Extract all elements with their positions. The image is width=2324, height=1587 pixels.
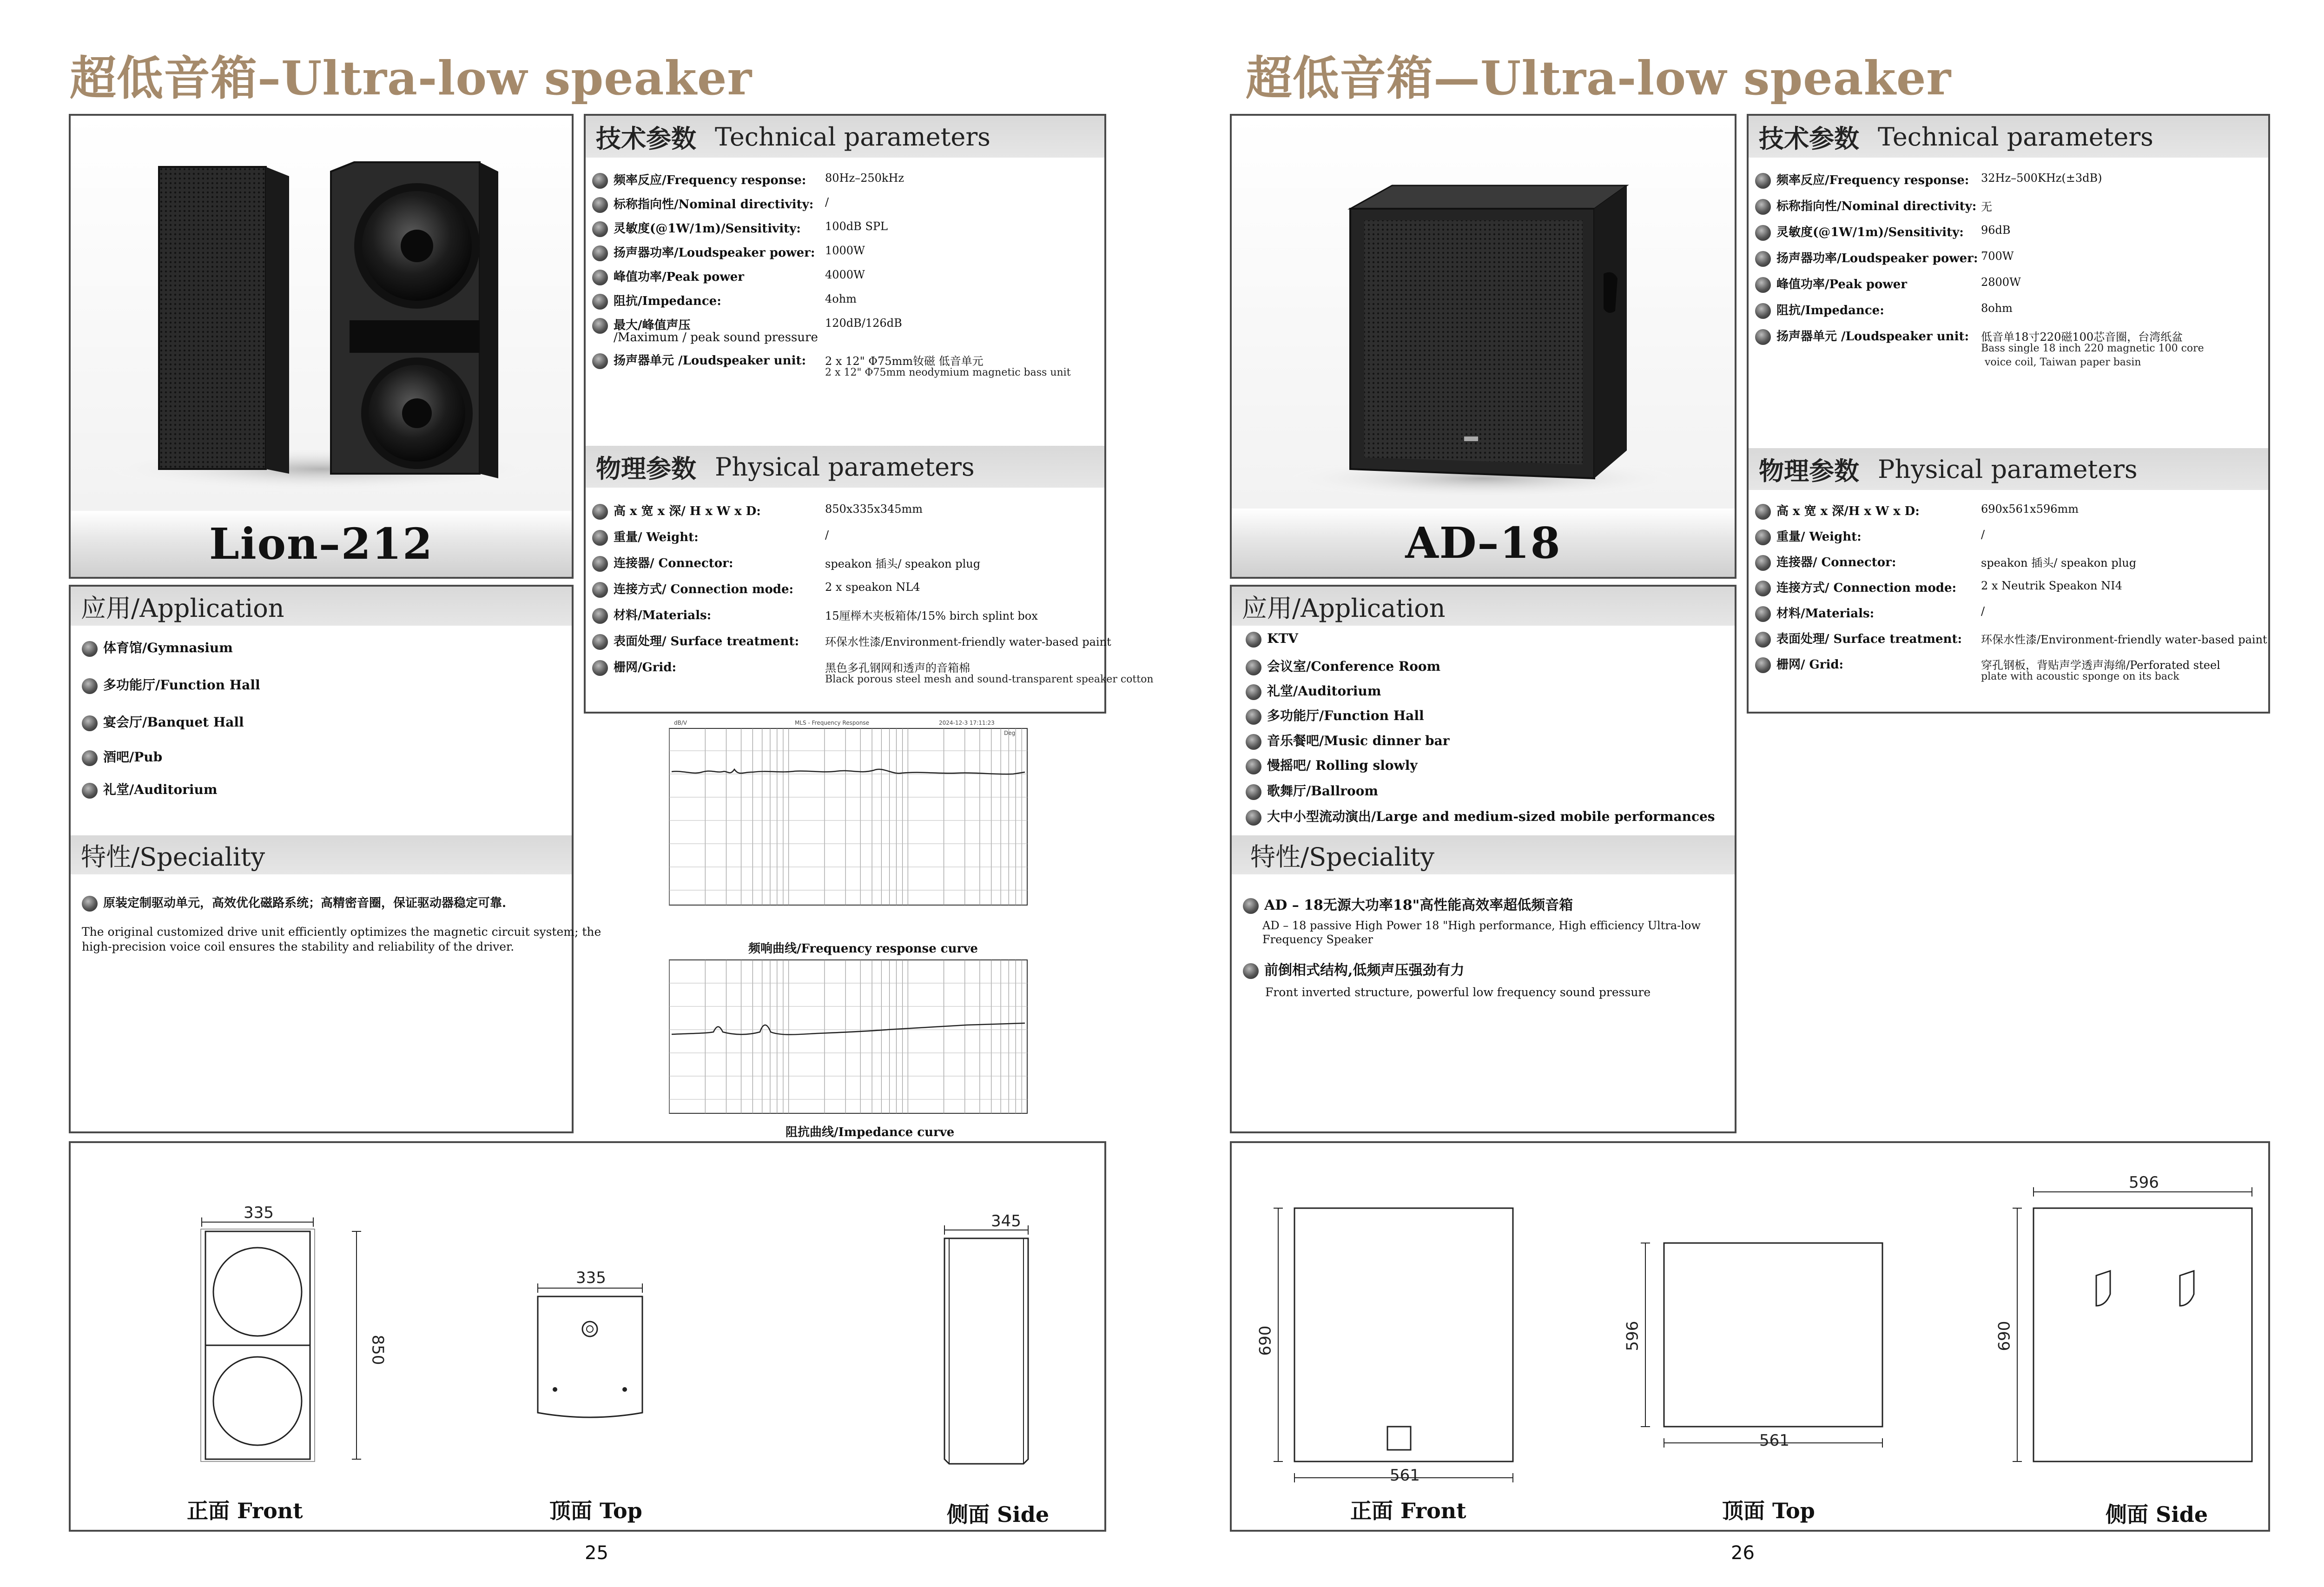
left-dimension-drawing xyxy=(71,1143,1104,1530)
bullet-icon xyxy=(1755,555,1771,571)
param-value: 无 xyxy=(1981,200,1992,213)
bullet-icon xyxy=(592,530,608,546)
param-row xyxy=(592,528,699,546)
param-row xyxy=(1755,171,1969,189)
param-value: / xyxy=(1981,605,1985,618)
bullet-icon xyxy=(82,896,98,912)
param-value-line3: voice coil, Taiwan paper basin xyxy=(1985,357,2141,368)
param-row xyxy=(592,195,813,213)
bullet-icon xyxy=(1246,684,1261,700)
right-top-depth-dim: 596 xyxy=(1623,1321,1642,1351)
freq-chart-top-mid: MLS - Frequency Response xyxy=(795,720,870,726)
param-value: speakon 插头/ speakon plug xyxy=(825,557,981,570)
param-row xyxy=(1755,655,1843,673)
bullet-icon xyxy=(592,173,608,189)
bullet-icon xyxy=(1246,784,1261,800)
right-params-panel xyxy=(1747,114,2270,714)
param-value: 100dB SPL xyxy=(825,220,888,233)
param-value: 4ohm xyxy=(825,292,857,305)
bullet-icon xyxy=(1755,173,1771,189)
bullet-icon xyxy=(82,715,98,731)
bullet-icon xyxy=(1755,303,1771,319)
bullet-icon xyxy=(82,641,98,657)
right-side-label: 侧面 Side xyxy=(2106,1502,2208,1527)
left-spec-en2: high-precision voice coil ensures the stability and reliability of the driver. xyxy=(82,940,515,953)
right-dimension-panel xyxy=(1230,1141,2270,1532)
freq-chart-top-left: dB/V xyxy=(674,720,687,726)
param-label-line2: /Maximum / peak sound pressure xyxy=(614,331,818,344)
param-row xyxy=(592,632,799,650)
right-app-item: 慢摇吧/ Rolling slowly xyxy=(1246,755,1418,774)
ad-18-photo xyxy=(1232,116,1735,509)
right-app-item: 歌舞厅/Ballroom xyxy=(1246,781,1378,800)
right-front-height-dim: 690 xyxy=(1256,1325,1275,1356)
bullet-icon xyxy=(1755,632,1771,648)
param-row xyxy=(592,171,806,189)
param-row xyxy=(592,243,815,261)
param-label: 阻抗/Impedance: xyxy=(1776,304,1884,317)
right-top-label: 顶面 Top xyxy=(1722,1498,1815,1523)
param-label: 高 x 宽 x 深/ H x W x D: xyxy=(614,504,761,518)
param-row xyxy=(592,658,676,676)
right-spec2-cn: 前倒相式结构,低频声压强劲有力 xyxy=(1243,959,1464,979)
right-top-width-dim: 561 xyxy=(1759,1431,1789,1450)
param-row xyxy=(1755,197,1976,215)
param-label: 栅网/ Grid: xyxy=(1776,658,1844,672)
right-page-number: 26 xyxy=(1731,1542,1755,1564)
param-row xyxy=(592,606,711,624)
param-label: 材料/Materials: xyxy=(1776,607,1875,621)
param-row xyxy=(592,502,761,520)
right-app-head: 应用/Application xyxy=(1232,587,1735,626)
left-side-depth-dim: 345 xyxy=(991,1212,1021,1230)
param-row xyxy=(1755,527,1862,545)
left-spec-head: 特性/Speciality xyxy=(71,835,572,874)
param-value: 80Hz–250kHz xyxy=(825,172,905,185)
param-label: 扬声器功率/Loudspeaker power: xyxy=(1776,251,1978,265)
param-label: 最大/峰值声压 xyxy=(614,318,691,332)
left-side-label: 侧面 Side xyxy=(947,1502,1050,1527)
bullet-icon xyxy=(592,197,608,213)
left-tech-head: 技术参数 Technical parameters xyxy=(586,116,1104,158)
left-app-item: 体育馆/Gymnasium xyxy=(82,638,233,657)
param-value: 2800W xyxy=(1981,276,2021,289)
param-value: 32Hz–500KHz(±3dB) xyxy=(1981,172,2102,185)
left-front-label: 正面 Front xyxy=(187,1498,303,1523)
left-app-item: 多功能厅/Function Hall xyxy=(82,675,260,694)
bullet-icon xyxy=(592,634,608,650)
param-label: 连接方式/ Connection mode: xyxy=(614,582,794,596)
freq-chart-top-right2: Deg xyxy=(1004,730,1016,736)
param-value: 低音单18寸220磁100芯音圈，台湾纸盆 xyxy=(1981,331,2183,344)
right-spec1-cn: AD – 18无源大功率18"高性能高效率超低频音箱 xyxy=(1243,893,1573,914)
param-row xyxy=(592,267,744,285)
right-app-panel xyxy=(1230,585,1736,1133)
param-value: / xyxy=(825,529,829,542)
param-row xyxy=(1755,553,1896,571)
param-label: 扬声器单元 /Loudspeaker unit: xyxy=(1776,330,1969,344)
left-dimension-panel xyxy=(69,1141,1106,1532)
param-value: 黑色多孔钢网和透声的音箱棉 xyxy=(825,661,970,674)
param-value: 2 x 12" Φ75mm钕磁 低音单元 xyxy=(825,355,984,368)
left-front-width-dim: 335 xyxy=(244,1203,274,1222)
param-value: 2 x Neutrik Speakon NI4 xyxy=(1981,579,2122,592)
right-app-item: 会议室/Conference Room xyxy=(1246,656,1440,675)
param-label: 标称指向性/Nominal directivity: xyxy=(1776,199,1977,213)
bullet-icon xyxy=(82,750,98,766)
param-label: 表面处理/ Surface treatment: xyxy=(1776,632,1962,646)
bullet-icon xyxy=(1243,898,1259,914)
bullet-icon xyxy=(1755,199,1771,215)
param-value: 15厘榉木夹板箱体/15% birch splint box xyxy=(825,609,1038,622)
param-value: 4000W xyxy=(825,268,865,281)
param-label: 扬声器单元 /Loudspeaker unit: xyxy=(614,354,806,368)
right-app-item: 多功能厅/Function Hall xyxy=(1246,706,1424,725)
param-row xyxy=(592,219,801,237)
bullet-icon xyxy=(1755,504,1771,520)
left-spec-en1: The original customized drive unit efficiently optimizes the magnetic circuit system; the xyxy=(82,925,601,939)
param-row xyxy=(1755,275,1907,293)
param-label: 表面处理/ Surface treatment: xyxy=(614,635,799,648)
param-label: 阻抗/Impedance: xyxy=(614,294,721,308)
right-app-item: KTV xyxy=(1246,631,1298,648)
bullet-icon xyxy=(1246,810,1261,826)
right-app-item: 音乐餐吧/Music dinner bar xyxy=(1246,731,1450,750)
param-value: 环保水性漆/Environment-friendly water-based paint xyxy=(825,635,1111,648)
bullet-icon xyxy=(82,783,98,799)
param-label: 频率反应/Frequency response: xyxy=(614,173,806,187)
param-row xyxy=(592,351,806,369)
right-app-item: 礼堂/Auditorium xyxy=(1246,681,1381,700)
left-params-panel xyxy=(584,114,1154,714)
right-spec-head: 特性/Speciality xyxy=(1232,835,1735,874)
param-value: 690x561x596mm xyxy=(1981,503,2079,516)
impedance-chart xyxy=(641,955,1060,1127)
bullet-icon xyxy=(1246,660,1261,675)
freq-curve-label: 频响曲线/Frequency response curve xyxy=(748,942,978,956)
right-spec1-en2: Frequency Speaker xyxy=(1262,933,1373,946)
bullet-icon xyxy=(1755,329,1771,345)
right-front-label: 正面 Front xyxy=(1350,1498,1466,1523)
param-label: 灵敏度(@1W/1m)/Sensitivity: xyxy=(614,222,801,236)
param-label: 连接方式/ Connection mode: xyxy=(1776,581,1957,595)
param-label: 栅网/Grid: xyxy=(614,661,677,674)
bullet-icon xyxy=(592,582,608,598)
left-model-name: Lion–212 xyxy=(71,511,572,577)
left-app-item: 礼堂/Auditorium xyxy=(82,780,218,799)
param-label: 标称指向性/Nominal directivity: xyxy=(614,198,814,212)
bullet-icon xyxy=(1755,606,1771,622)
bullet-icon xyxy=(592,556,608,572)
bullet-icon xyxy=(1755,657,1771,673)
param-value: 1000W xyxy=(825,244,865,257)
left-page-title: 超低音箱–Ultra-low speaker xyxy=(70,51,753,106)
param-row xyxy=(1755,249,1978,267)
param-row xyxy=(1755,223,1964,241)
right-spec1-en1: AD – 18 passive High Power 18 "High performance, High efficiency Ultra-low xyxy=(1262,919,1701,932)
right-model-name: AD–18 xyxy=(1232,509,1735,577)
left-app-item: 宴会厅/Banquet Hall xyxy=(82,712,244,731)
right-dimension-drawing xyxy=(1232,1143,2268,1530)
param-value: 850x335x345mm xyxy=(825,503,923,516)
bullet-icon xyxy=(1246,632,1261,648)
param-row xyxy=(1755,629,1962,648)
param-row xyxy=(1755,502,1920,520)
param-label: 材料/Materials: xyxy=(614,608,712,622)
param-value: 环保水性漆/Environment-friendly water-based paint xyxy=(1981,633,2267,646)
right-tech-head: 技术参数 Technical parameters xyxy=(1749,116,2268,158)
param-label: 重量/ Weight: xyxy=(1776,530,1862,544)
param-value-line2: plate with acoustic sponge on its back xyxy=(1981,671,2179,682)
bullet-icon xyxy=(592,353,608,369)
param-label: 频率反应/Frequency response: xyxy=(1776,173,1969,187)
param-value: 120dB/126dB xyxy=(825,317,902,330)
param-value: 穿孔钢板，背贴声学透声海绵/Perforated steel xyxy=(1981,659,2220,672)
param-value: / xyxy=(825,196,829,209)
lion-212-photo xyxy=(71,116,572,511)
param-label: 连接器/ Connector: xyxy=(614,556,733,570)
param-row xyxy=(1755,604,1874,622)
param-value-line2: Bass single 18 inch 220 magnetic 100 core xyxy=(1981,343,2204,354)
bullet-icon xyxy=(1755,251,1771,267)
bullet-icon xyxy=(592,608,608,624)
bullet-icon xyxy=(1243,963,1259,979)
param-label: 峰值功率/Peak power xyxy=(614,270,744,284)
param-label: 扬声器功率/Loudspeaker power: xyxy=(614,246,815,260)
bullet-icon xyxy=(592,221,608,237)
param-value: / xyxy=(1981,528,1985,541)
bullet-icon xyxy=(1755,529,1771,545)
bullet-icon xyxy=(1755,581,1771,596)
bullet-icon xyxy=(1246,734,1261,750)
bullet-icon xyxy=(592,245,608,261)
frequency-response-chart xyxy=(641,718,1060,918)
param-value: 700W xyxy=(1981,250,2014,263)
param-row xyxy=(592,554,733,572)
left-page-number: 25 xyxy=(585,1542,608,1564)
left-spec-cn: 原装定制驱动单元，高效优化磁路系统；高精密音圈，保证驱动器稳定可靠. xyxy=(82,893,506,912)
param-row xyxy=(1755,301,1884,319)
param-label: 峰值功率/Peak power xyxy=(1776,278,1907,291)
bullet-icon xyxy=(1246,759,1261,774)
bullet-icon xyxy=(592,270,608,285)
param-label: 灵敏度(@1W/1m)/Sensitivity: xyxy=(1776,225,1964,239)
left-phys-head: 物理参数 Physical parameters xyxy=(586,446,1104,488)
left-product-panel xyxy=(69,114,574,579)
param-value: 2 x speakon NL4 xyxy=(825,581,920,594)
param-label: 重量/ Weight: xyxy=(614,530,699,544)
param-row xyxy=(592,580,793,598)
bullet-icon xyxy=(592,504,608,520)
param-row xyxy=(1755,327,1969,345)
bullet-icon xyxy=(1246,709,1261,725)
param-value-line2: Black porous steel mesh and sound-transparent speaker cotton xyxy=(825,674,1154,685)
right-side-height-dim: 690 xyxy=(1995,1321,2014,1351)
param-value-line2: 2 x 12" Φ75mm neodymium magnetic bass unit xyxy=(825,367,1071,378)
left-front-height-dim: 850 xyxy=(368,1335,387,1365)
bullet-icon xyxy=(82,678,98,694)
right-app-item: 大中小型流动演出/Large and medium-sized mobile performances xyxy=(1246,807,1715,826)
bullet-icon xyxy=(592,294,608,310)
right-page-title: 超低音箱—Ultra-low speaker xyxy=(1246,51,1952,106)
bullet-icon xyxy=(592,660,608,676)
left-app-panel xyxy=(69,585,601,1133)
left-top-width-dim: 335 xyxy=(576,1269,606,1287)
param-value: 8ohm xyxy=(1981,302,2013,315)
param-value: speakon 插头/ speakon plug xyxy=(1981,556,2137,569)
right-product-panel xyxy=(1230,114,1736,579)
right-spec2-en: Front inverted structure, powerful low frequency sound pressure xyxy=(1265,985,1651,999)
param-label: 高 x 宽 x 深/H x W x D: xyxy=(1776,504,1920,518)
right-phys-head: 物理参数 Physical parameters xyxy=(1749,448,2268,490)
bullet-icon xyxy=(592,318,608,334)
imp-curve-label: 阻抗曲线/Impedance curve xyxy=(786,1125,955,1139)
param-row xyxy=(1755,578,1956,596)
param-label: 连接器/ Connector: xyxy=(1776,555,1896,569)
param-row xyxy=(592,291,721,310)
freq-chart-top-right: 2024-12-3 17:11:23 xyxy=(939,720,995,726)
left-top-label: 顶面 Top xyxy=(549,1498,642,1523)
param-value: 96dB xyxy=(1981,224,2011,237)
right-side-depth-dim: 596 xyxy=(2129,1173,2159,1192)
left-app-item: 酒吧/Pub xyxy=(82,747,162,766)
bullet-icon xyxy=(1755,225,1771,241)
left-app-head: 应用/Application xyxy=(71,587,572,626)
bullet-icon xyxy=(1755,277,1771,293)
right-front-width-dim: 561 xyxy=(1390,1466,1420,1485)
